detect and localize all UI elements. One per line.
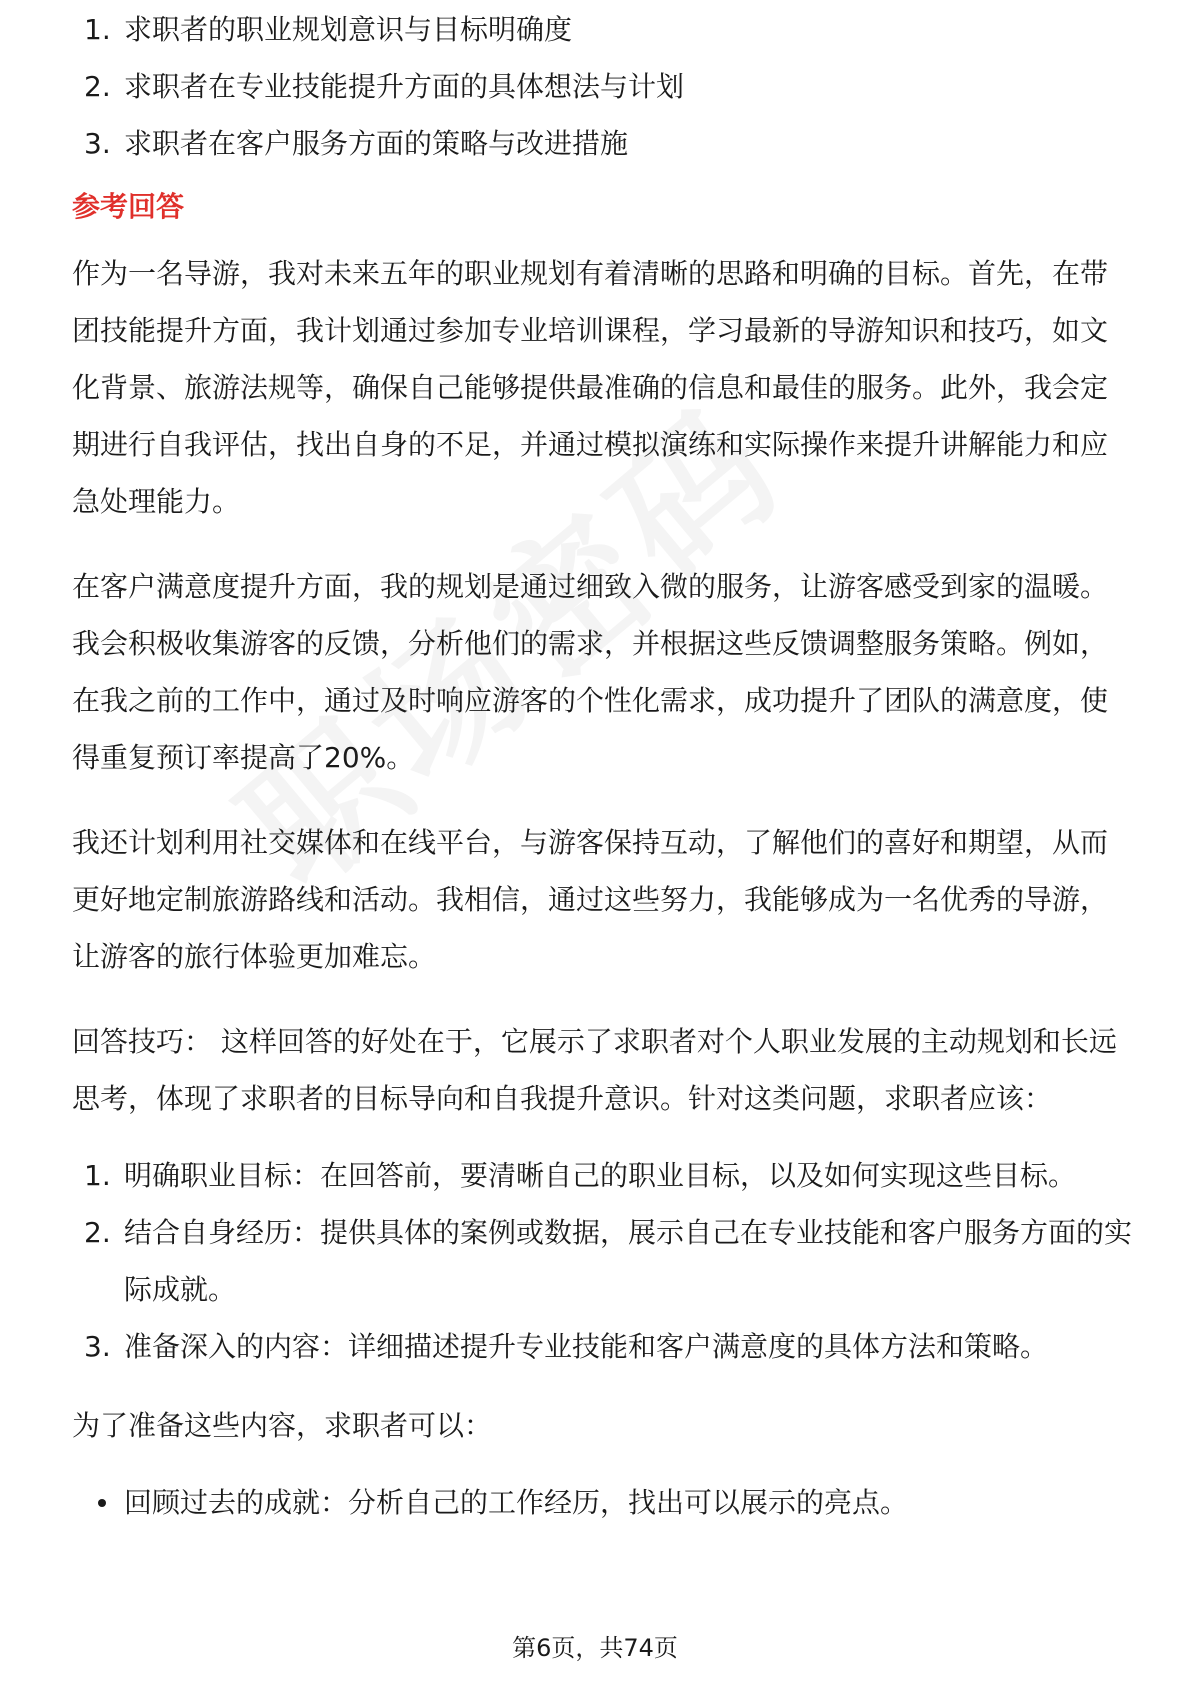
- list-text: 明确职业目标：在回答前，要清晰自己的职业目标，以及如何实现这些目标。: [124, 1159, 1077, 1192]
- list-text: 准备深入的内容：详细描述提升专业技能和客户满意度的具体方法和策略。: [124, 1330, 1049, 1363]
- list-item: [72, 1, 1132, 58]
- list-number: 2.: [84, 70, 111, 103]
- page-content: [72, 13, 1133, 1531]
- answer-paragraph-2: 在客户满意度提升方面，我的规划是通过细致入微的服务，让游客感受到家的温暖。我会积极收集游客的反馈，分析他们的需求，并根据这些反馈调整服务策略。例如，在我之前的工作中，通过及时响应游客的个性化需求，成功提升了团队的满意度，使得重复预订率提高了20%。: [72, 570, 1109, 774]
- list-text: 求职者在客户服务方面的策略与改进措施: [124, 127, 629, 160]
- evaluation-points-list: [72, 58, 1132, 172]
- prep-intro: 为了准备这些内容，求职者可以：: [72, 1409, 493, 1442]
- list-item: [72, 1147, 1132, 1204]
- list-item: [72, 58, 1132, 115]
- list-number: 1.: [84, 13, 111, 46]
- tips-list: [72, 1147, 1132, 1375]
- answer-paragraph-1: 作为一名导游，我对未来五年的职业规划有着清晰的思路和明确的目标。首先，在带团技能提升方面，我计划通过参加专业培训课程，学习最新的导游知识和技巧，如文化背景、旅游法规等，确保自己能够提供最准确的信息和最佳的服务。此外，我会定期进行自我评估，找出自身的不足，并通过模拟演练和实际操作来提升讲解能力和应急处理能力。: [72, 257, 1109, 518]
- list-text: 求职者的职业规划意识与目标明确度: [124, 13, 573, 46]
- list-item: [72, 115, 1132, 172]
- list-number: 2.: [84, 1216, 111, 1249]
- prep-list: [72, 1474, 1132, 1531]
- bullet-dot-icon: [98, 1499, 106, 1507]
- answer-heading: 参考回答: [72, 190, 185, 223]
- list-number: 3.: [84, 1330, 111, 1363]
- page-footer: 第6页，共74页: [512, 1634, 678, 1662]
- list-text: 求职者在专业技能提升方面的具体想法与计划: [124, 70, 685, 103]
- list-item: [72, 1474, 1132, 1531]
- list-text: 结合自身经历：提供具体的案例或数据，展示自己在专业技能和客户服务方面的实际成就。: [124, 1216, 1133, 1306]
- list-item: [72, 1204, 1132, 1318]
- list-number: 1.: [84, 1159, 111, 1192]
- list-item: [72, 1318, 1132, 1375]
- answer-paragraph-3: 我还计划利用社交媒体和在线平台，与游客保持互动，了解他们的喜好和期望，从而更好地定制旅游路线和活动。我相信，通过这些努力，我能够成为一名优秀的导游，让游客的旅行体验更加难忘。: [72, 826, 1109, 973]
- cut-off-list-item: [72, 13, 1132, 58]
- list-number: 3.: [84, 127, 111, 160]
- tips-paragraph: 回答技巧： 这样回答的好处在于，它展示了求职者对个人职业发展的主动规划和长远思考，体现了求职者的目标导向和自我提升意识。针对这类问题，求职者应该：: [72, 1025, 1117, 1115]
- list-text: 回顾过去的成就：分析自己的工作经历，找出可以展示的亮点。: [124, 1486, 909, 1519]
